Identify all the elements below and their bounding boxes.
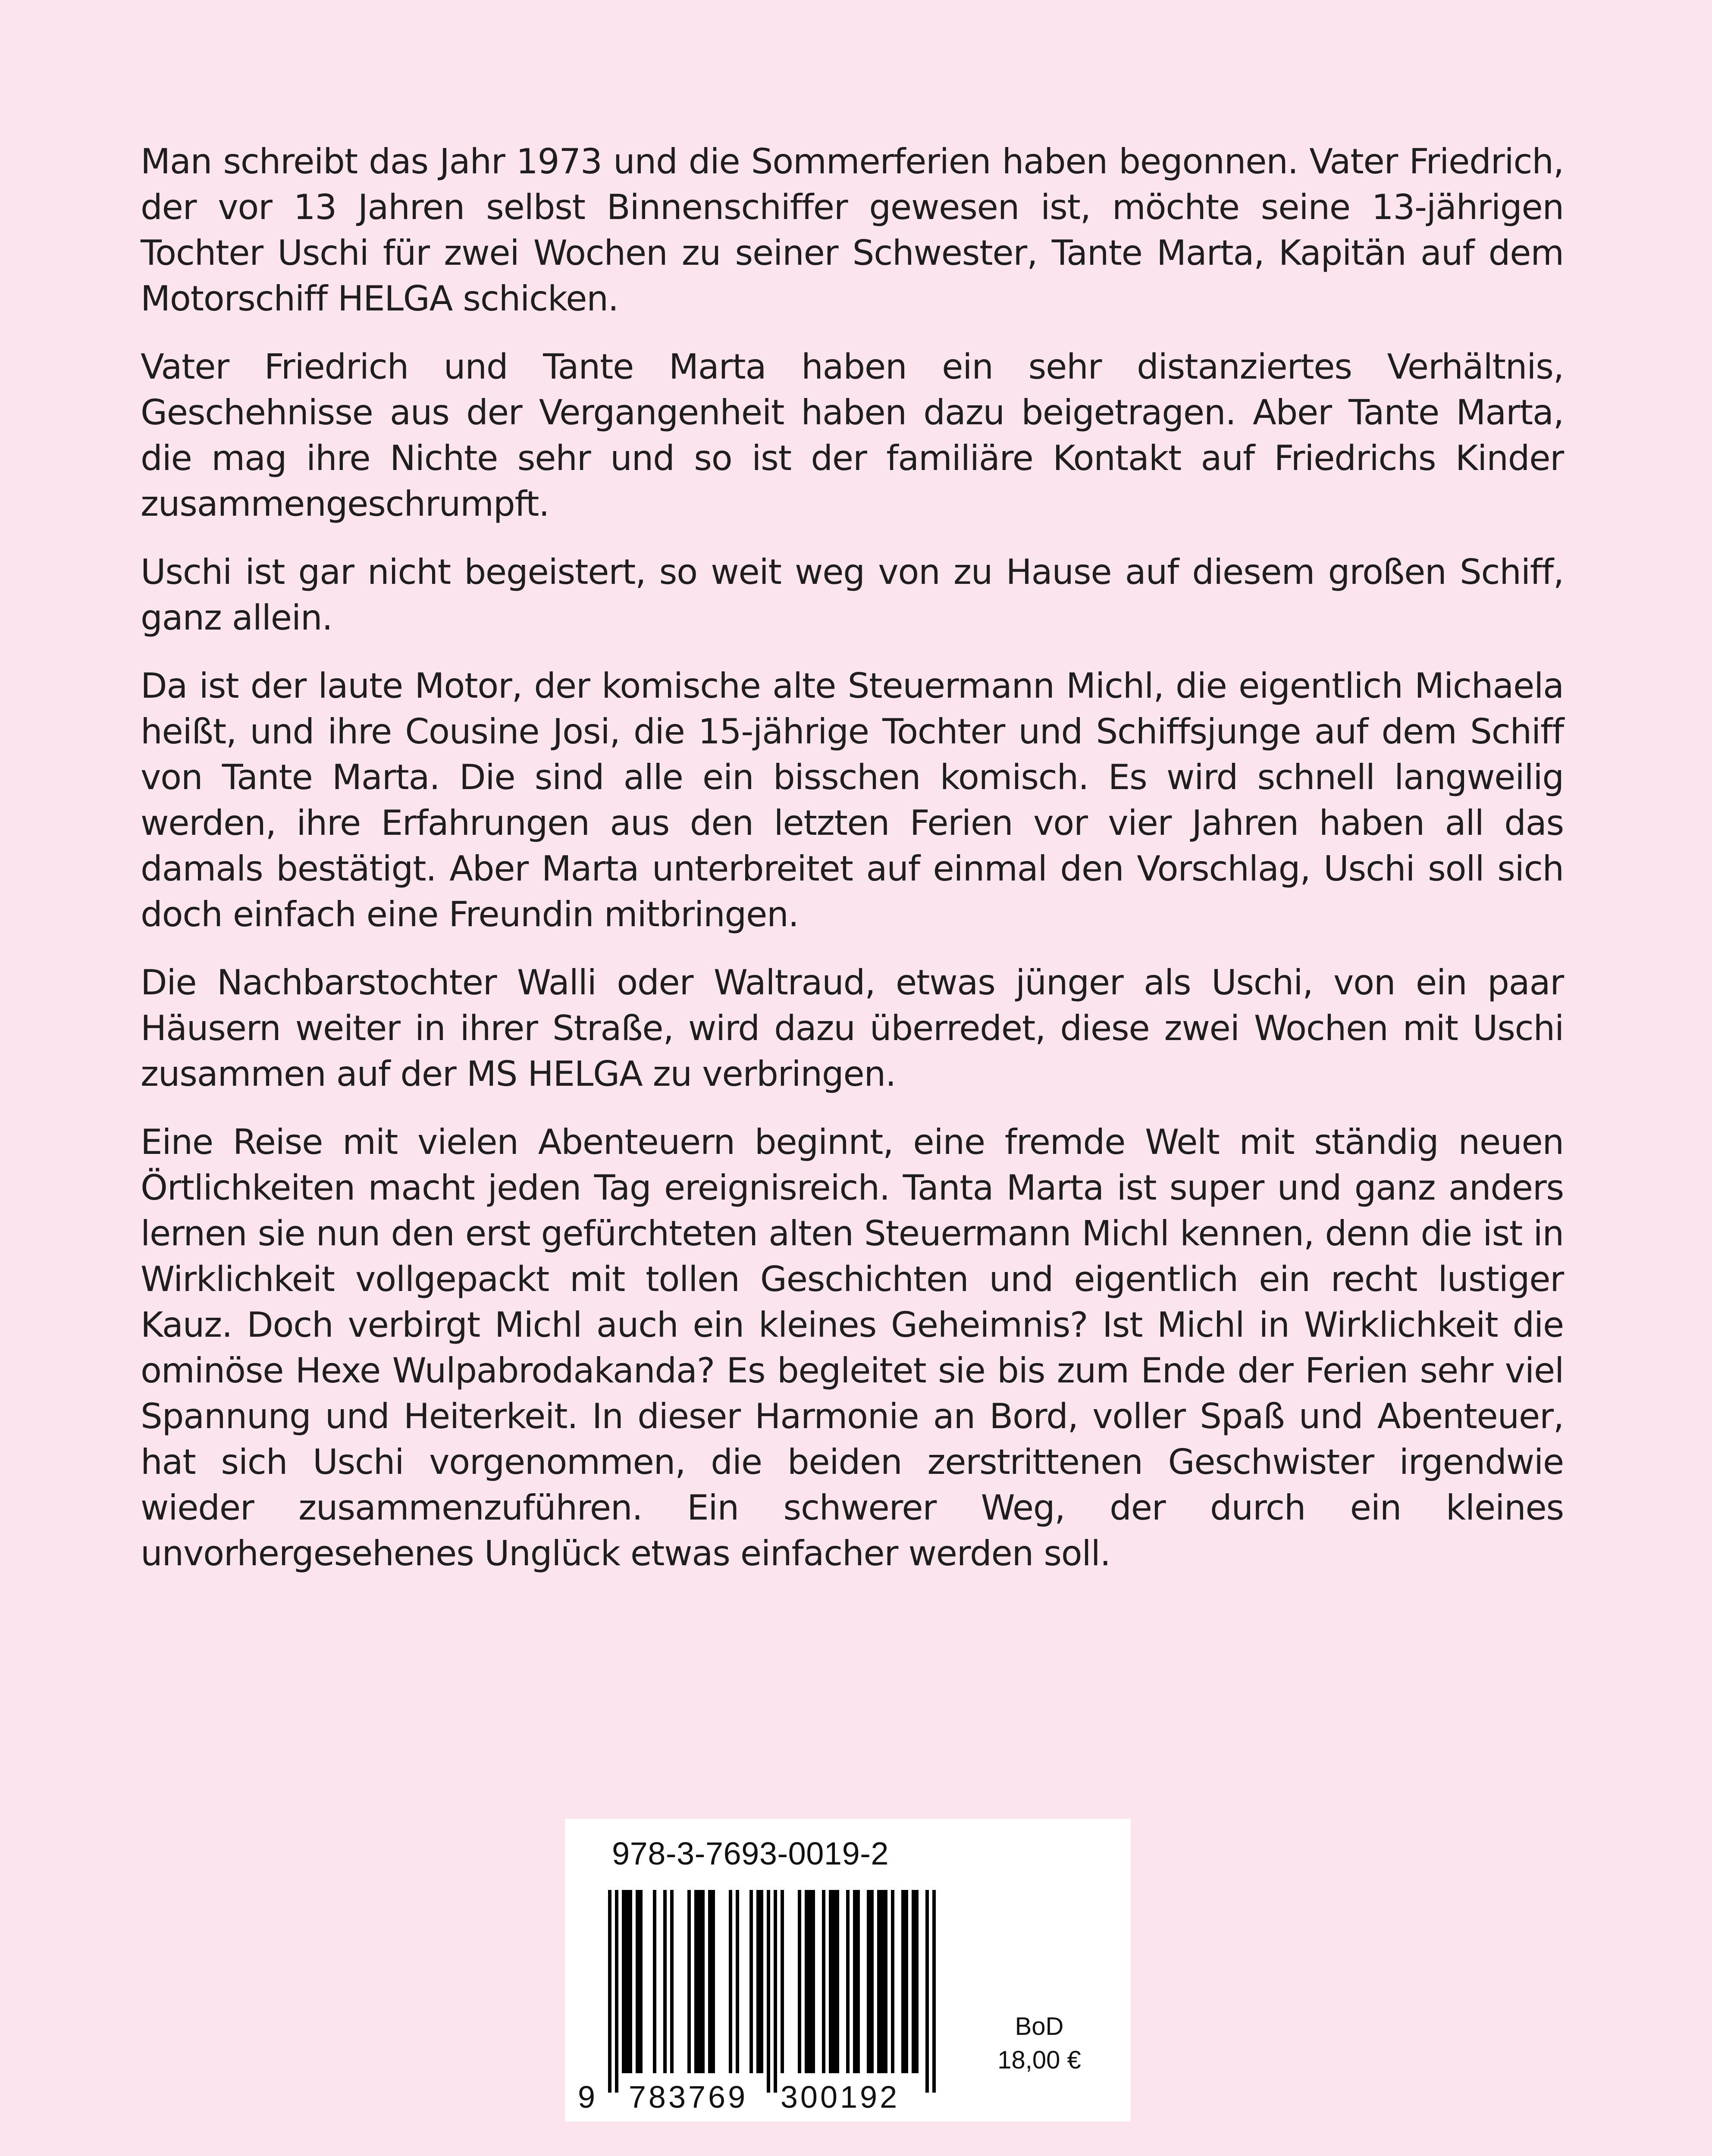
barcode-bar — [653, 1890, 656, 2073]
barcode-bar — [708, 1890, 712, 2073]
barcode-guard-bar — [608, 1890, 611, 2093]
barcode-bar — [881, 1890, 884, 2073]
barcode-bar — [853, 1890, 856, 2073]
barcode-digits-left: 783769 — [628, 2080, 748, 2114]
blurb-paragraph-6: Eine Reise mit vielen Abenteuern beginnt, eine fremde Welt mit ständig neuen Örtlichkeiten macht jeden Tag ereignisreich. Tanta Marta ist super und ganz anders lernen sie nun den erst gefürchteten alten Steuermann Michl kennen, denn die ist in Wirklichkeit vollgepackt mit tollen Geschichten und eigentlich ein recht lustiger Kauz. Doch verbirgt Michl auch ein kleines Geheimnis? Ist Michl in Wirklichkeit die ominöse Hexe Wulpabrodakanda? Es begleitet sie bis zum Ende der Ferien sehr viel Spannung und Heiterkeit. In dieser Harmonie an Bord, voller Spaß und Abenteuer, hat sich Uschi vorgenommen, die beiden zerstrittenen Geschwister irgendwie wieder zusammenzuführen. Ein schwerer Weg, der durch ein kleines unvorhergesehenes Unglück etwas einfacher werden soll. — [141, 1122, 1564, 1573]
barcode-bar — [832, 1890, 836, 2073]
barcode-bar — [901, 1890, 905, 2073]
barcode-bar — [798, 1890, 801, 2073]
publisher-label: BoD — [1015, 2012, 1064, 2040]
barcode-bar — [805, 1890, 808, 2073]
barcode-bar — [712, 1890, 715, 2073]
barcode-bar — [629, 1890, 632, 2073]
blurb-paragraph-3: Uschi ist gar nicht begeistert, so weit weg von zu Hause auf diesem großen Schiff, ganz allein. — [141, 552, 1564, 638]
barcode-bar — [812, 1890, 815, 2073]
barcode-bar — [856, 1890, 860, 2073]
barcode-bar — [670, 1890, 674, 2073]
barcode-bar — [867, 1890, 870, 2073]
barcode-bar — [760, 1890, 763, 2073]
barcode-bar — [891, 1890, 894, 2073]
barcode-guard-bar — [774, 1890, 777, 2093]
blurb-paragraph-5: Die Nachbarstochter Walli oder Waltraud, etwas jünger als Uschi, von ein paar Häusern weiter in ihrer Straße, wird dazu überredet, diese zwei Wochen mit Uschi zusammen auf der MS HELGA zu verbringen. — [141, 962, 1564, 1094]
barcode-bar — [687, 1890, 691, 2073]
barcode-bar — [912, 1890, 915, 2073]
barcode-bar — [870, 1890, 874, 2073]
price-label: 18,00 € — [997, 2046, 1081, 2074]
barcode-bar — [905, 1890, 908, 2073]
barcode-guard-bar — [932, 1890, 936, 2093]
barcode-bar — [915, 1890, 919, 2073]
blurb-paragraph-2: Vater Friedrich und Tante Marta haben ein sehr distanziertes Verhältnis, Geschehnisse aus der Vergangenheit haben dazu beigetragen. Aber Tante Marta, die mag ihre Nichte sehr und so ist der familiäre Kontakt auf Friedrichs Kinder zusammengeschrumpft. — [141, 347, 1564, 524]
barcode-bar — [639, 1890, 643, 2073]
barcode-bar — [829, 1890, 832, 2073]
barcode-guard-bar — [615, 1890, 618, 2093]
barcode-bar — [736, 1890, 739, 2073]
barcode-bar — [698, 1890, 701, 2073]
barcode-box — [565, 1819, 1131, 2122]
barcode-digit-first: 9 — [577, 2080, 596, 2114]
blurb-paragraph-1: Man schreibt das Jahr 1973 und die Sommerferien haben begonnen. Vater Friedrich, der vor 13 Jahren selbst Binnenschiffer gewesen ist, möchte seine 13-jährigen Tochter Uschi für zwei Wochen zu seiner Schwester, Tante Marta, Kapitän auf dem Motorschiff HELGA schicken. — [141, 141, 1564, 319]
barcode-guard-bar — [767, 1890, 770, 2093]
barcode-bar — [781, 1890, 784, 2073]
back-cover-blurb — [141, 139, 1564, 1599]
blurb-paragraph-4: Da ist der laute Motor, der komische alte Steuermann Michl, die eigentlich Michaela heißt, und ihre Cousine Josi, die 15-jährige Tochter und Schiffsjunge auf dem Schiff von Tante Marta. Die sind alle ein bisschen komisch. Es wird schnell langweilig werden, ihre Erfahrungen aus den letzten Ferien vor vier Jahren haben all das damals bestätigt. Aber Marta unterbreitet auf einmal den Vorschlag, Uschi soll sich doch einfach eine Freundin mitbringen. — [141, 666, 1564, 934]
barcode-guard-bar — [925, 1890, 929, 2093]
barcode-bar — [884, 1890, 887, 2073]
barcode-bar — [749, 1890, 753, 2073]
barcode-bar — [846, 1890, 850, 2073]
barcode-bar — [694, 1890, 698, 2073]
barcode-bar — [822, 1890, 825, 2073]
barcode-bar — [756, 1890, 760, 2073]
barcode-digits-right: 300192 — [780, 2080, 900, 2114]
barcode-bar — [808, 1890, 812, 2073]
barcode-bar — [877, 1890, 881, 2073]
barcode-bar — [622, 1890, 625, 2073]
barcode-graphic — [565, 1890, 953, 2114]
barcode-bar — [701, 1890, 705, 2073]
barcode-bar — [625, 1890, 629, 2073]
barcode-bar — [663, 1890, 667, 2073]
barcode-bar — [636, 1890, 639, 2073]
barcode-bars — [608, 1890, 936, 2093]
barcode-bar — [729, 1890, 732, 2073]
isbn-text: 978-3-7693-0019-2 — [611, 1836, 889, 1871]
barcode-bar — [836, 1890, 839, 2073]
